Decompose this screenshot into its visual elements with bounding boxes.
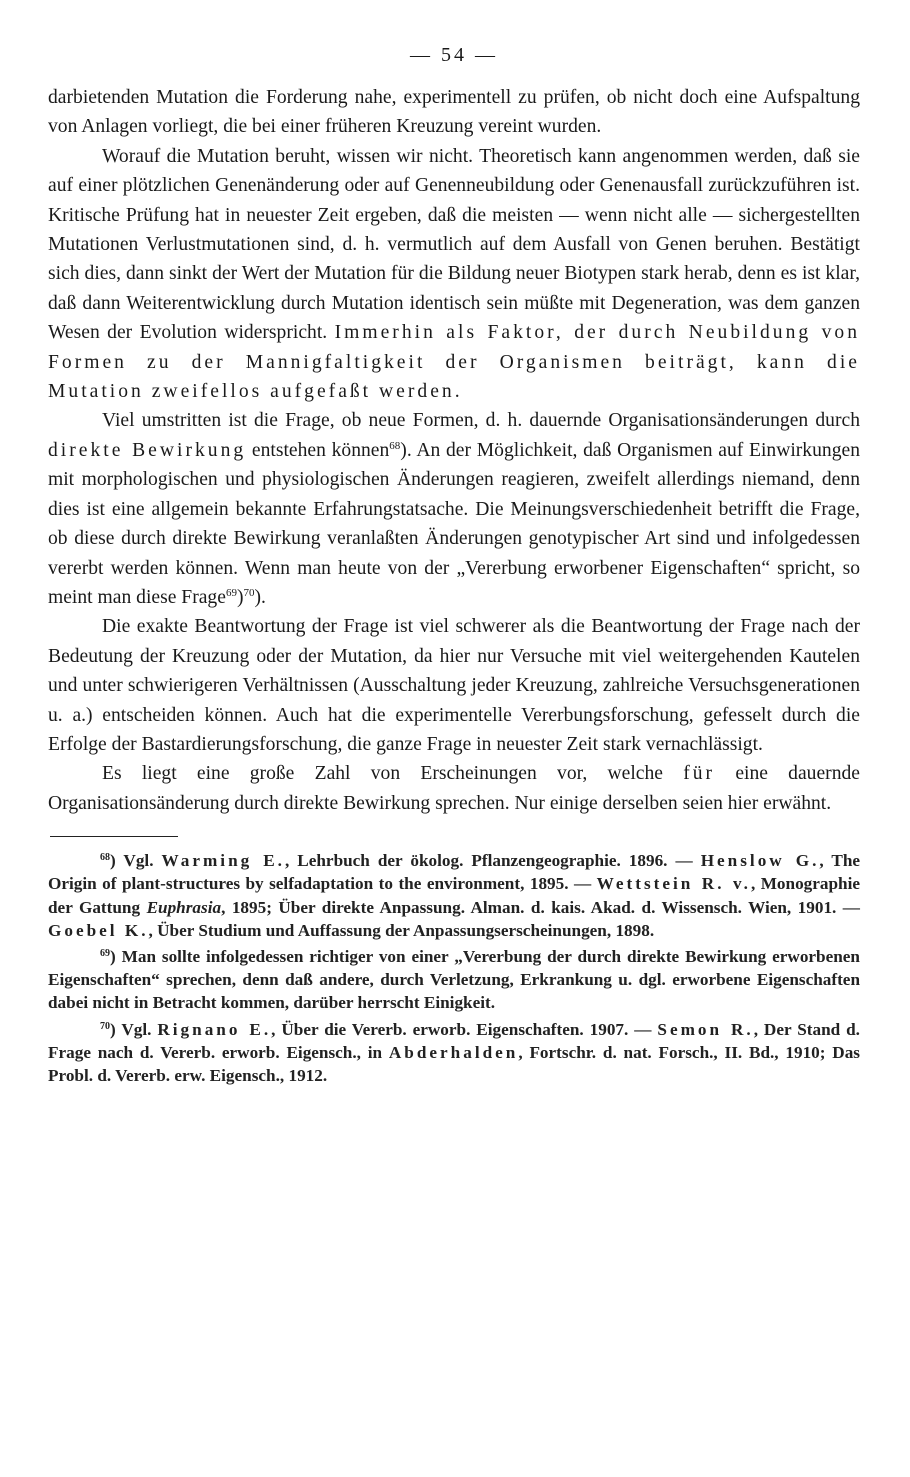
footnote-text: , 1895; Über direkte Anpassung. Alman. d. kais. Akad. d. Wissensch. Wien, 1901. — <box>221 897 860 917</box>
author-name: Goebel K. <box>48 920 149 940</box>
paragraph-text: Es liegt eine große Zahl von Erscheinungen vor, welche <box>102 763 663 785</box>
author-name: Warming E. <box>161 851 285 871</box>
spaced-text: für <box>683 763 716 785</box>
footnote-68 <box>48 849 860 942</box>
footnote-text: , Über die Vererb. erworb. Eigenschaften. 1907. — <box>271 1019 652 1039</box>
footnote-69 <box>48 945 860 1015</box>
paragraph-text: Worauf die Mutation beruht, wissen wir nicht. Theoretisch kann angenommen werden, daß sie auf einer plötzlichen Genenänderung oder auf Genenneubildung oder Genenausfall zurückzuführen ist. Kritische Prüfung hat in neuester Zeit ergeben, daß die meisten — wenn nicht alle — sichergestellten Mutationen Verlustmutationen sind, d. h. vermutlich auf dem Ausfall von Genen beruhen. Bestätigt sich dies, dann sinkt der Wert der Mutation für die Bildung neuer Biotypen stark herab, denn es ist klar, daß dann Weiterentwicklung durch Mutation identisch sein müßte mit Degeneration, was dem ganzen Wesen der Evolution widerspricht. <box>48 145 860 344</box>
footnote-text: ) Man sollte infolgedessen richtiger von einer „Vererbung der durch direkte Bewirkung erworbenen Eigenschaften“ sprechen, denn daß andere, durch Verletzung, Erkrankung u. dgl. erworbene Eigenschaften dabei nicht in Betracht kommen, darüber herrscht Einigkeit. <box>48 946 860 1013</box>
paragraph-text: ). <box>254 586 266 608</box>
paragraph <box>48 142 860 407</box>
footnote-number: 68 <box>100 852 110 864</box>
paragraph-text: eine dauernde Organisationsänderung durch direkte Bewirkung sprechen. Nur einige derselben seien hier erwähnt. <box>48 763 860 814</box>
paragraph-text: darbietenden Mutation die Forderung nahe, experimentell zu prüfen, ob nicht doch eine Aufspaltung von Anlagen vorliegt, die bei einer früheren Kreuzung vereint wurden. <box>48 87 860 138</box>
paragraph-text: Viel umstritten ist die Frage, ob neue Formen, d. h. dauernde Organisationsänderungen durch <box>102 410 860 432</box>
footnotes <box>48 849 860 1087</box>
footnote-ref: 70 <box>243 586 255 599</box>
footnote-text: ) Vgl. <box>110 1019 152 1039</box>
footnote-text: , Über Studium und Auffassung der Anpassungserscheinungen, 1898. <box>148 920 655 940</box>
page <box>48 44 860 1090</box>
footnote-ref: 69 <box>225 586 237 599</box>
page-number: — 54 — <box>410 44 498 66</box>
author-name: Abderhalden <box>388 1042 519 1062</box>
paragraph <box>48 612 860 759</box>
footnote-70 <box>48 1018 860 1088</box>
author-name: Semon R. <box>657 1019 754 1039</box>
footnote-number: 69 <box>100 947 110 959</box>
paragraph <box>48 759 860 818</box>
footnote-divider <box>50 836 178 837</box>
paragraph-text: entstehen können <box>251 439 390 461</box>
author-name: Henslow G. <box>700 851 820 871</box>
italic-title: Euphrasia <box>146 897 222 917</box>
spaced-text: Immerhin als Faktor, der durch Neubildung von Formen zu der Mannigfaltigkeit der Organismen beiträgt, kann die Mutation zweifellos aufgefaßt werden. <box>48 322 861 403</box>
footnote-text: , Lehrbuch der ökolog. Pflanzengeographie. 1896. — <box>284 851 693 871</box>
footnote-text: , Fortschr. d. nat. Forsch., II. Bd., 1910; Das Probl. d. Vererb. erw. Eigensch., 1912. <box>48 1042 860 1085</box>
footnote-text: , Monographie der Gattung <box>48 874 861 917</box>
footnote-number: 70 <box>100 1020 110 1032</box>
footnote-text: , The Origin of plant-structures by selfadaptation to the environment, 1895. — <box>48 851 861 894</box>
author-name: Rignano E. <box>157 1019 272 1039</box>
footnote-text: ) Vgl. <box>110 851 154 871</box>
footnote-ref: 68 <box>389 439 401 452</box>
spaced-text: direkte Bewirkung <box>48 439 247 461</box>
paragraph-text: Die exakte Beantwortung der Frage ist viel schwerer als die Beantwortung der Frage nach der Bedeutung der Kreuzung oder der Mutation, da hier nur Versuche mit viel weitergehenden Kautelen und unter schwierigeren Verhältnissen (Ausschaltung jeder Kreuzung, zahlreiche Versuchsgenerationen u. a.) entscheiden können. Auch hat die experimentelle Vererbungsforschung, gefesselt durch die Erfolge der Bastardierungsforschung, die ganze Frage in neuester Zeit stark vernachlässigt. <box>48 616 860 755</box>
paragraph-text: ) <box>236 586 244 608</box>
paragraph-text: ). An der Möglichkeit, daß Organismen auf Einwirkungen mit morphologischen und physiologischen Änderungen reagieren, zweifelt allerdings niemand, denn dies ist eine allgemein bekannte Erfahrungstatsache. Die Meinungsverschiedenheit betrifft die Frage, ob diese durch direkte Bewirkung veranlaßten Änderungen genotypischer Art sind und infolgedessen vererbt werden können. Wenn man heute von der „Vererbung erworbener Eigenschaften“ spricht, so meint man diese Frage <box>48 439 860 608</box>
author-name: Wettstein R. v. <box>596 874 751 894</box>
paragraph <box>48 406 860 612</box>
paragraph <box>48 83 860 142</box>
footnote-text: , Der Stand d. Frage nach d. Vererb. erworb. Eigensch., in <box>48 1019 860 1062</box>
body-text <box>48 83 860 818</box>
